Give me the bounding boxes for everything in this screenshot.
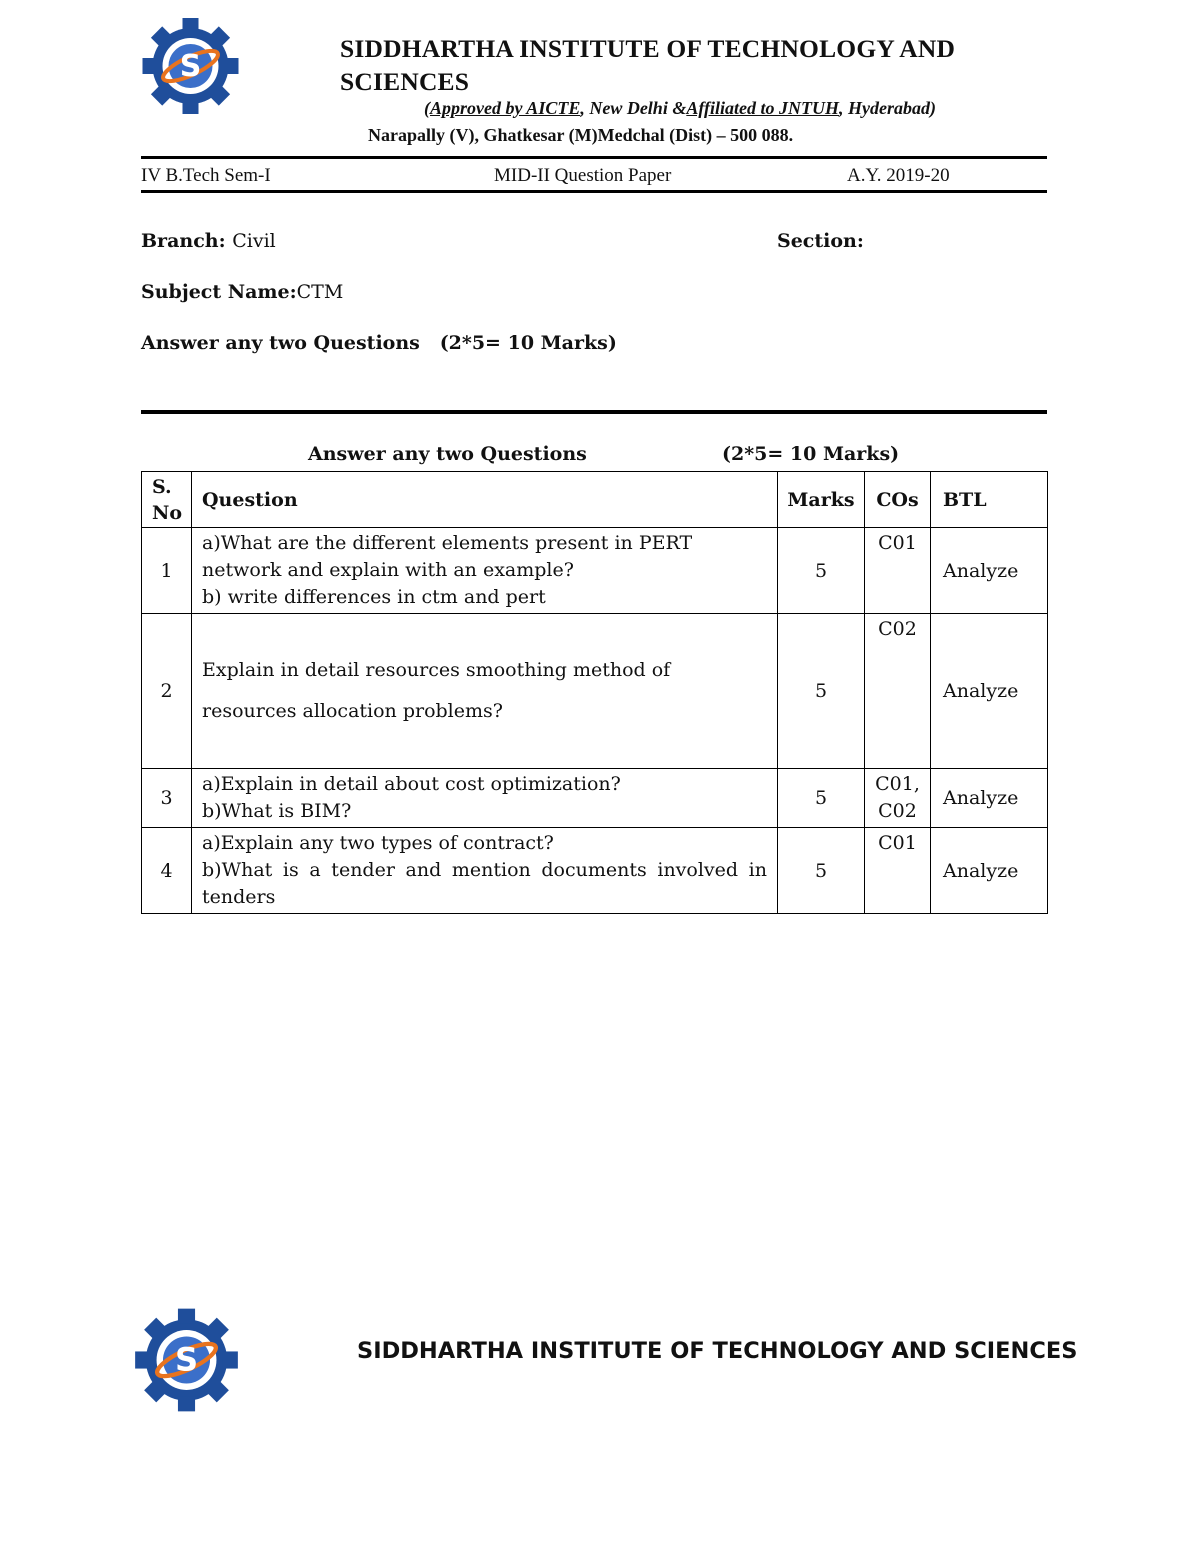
row-sno: 4	[142, 828, 192, 914]
table-header-row	[142, 472, 1048, 528]
table-marks-instruction: (2*5= 10 Marks)	[722, 443, 900, 465]
row-sno: 3	[142, 769, 192, 828]
subject-value: CTM	[296, 281, 344, 303]
header-cos: COs	[865, 472, 931, 528]
approval-aicte: Approved by AICTE	[430, 98, 581, 118]
divider	[141, 156, 1047, 159]
header-sno: S. No	[142, 472, 192, 528]
table-row	[142, 614, 1048, 769]
row-btl: Analyze	[931, 828, 1048, 914]
row-sno: 2	[142, 614, 192, 769]
svg-text:S: S	[179, 49, 202, 84]
row-question	[192, 614, 778, 769]
paper-label: MID-II Question Paper	[494, 165, 672, 186]
table-instruction: Answer any two Questions	[308, 443, 587, 465]
approval-affiliated: Affiliated to JNTUH	[686, 98, 839, 118]
row-co: C02	[865, 614, 931, 769]
divider	[141, 410, 1047, 414]
row-marks: 5	[778, 769, 865, 828]
branch-label: Branch:	[141, 230, 233, 252]
footer-institute-name: SIDDHARTHA INSTITUTE OF TECHNOLOGY AND SCIENCES	[357, 1338, 1078, 1364]
table-row	[142, 769, 1048, 828]
section-label: Section:	[777, 230, 864, 252]
row-marks: 5	[778, 614, 865, 769]
question-text: Explain in detail resources smoothing method of resources allocation problems?	[202, 659, 671, 722]
approval-delhi: , New Delhi &	[580, 98, 687, 118]
row-btl: Analyze	[931, 614, 1048, 769]
row-btl: Analyze	[931, 769, 1048, 828]
row-question	[192, 528, 778, 614]
question-part-b: b)What is BIM?	[202, 800, 352, 822]
header-marks: Marks	[778, 472, 865, 528]
subject-field	[141, 281, 343, 303]
question-part-b: b) write differences in ctm and pert	[202, 586, 546, 608]
header-btl: BTL	[931, 472, 1048, 528]
table-row	[142, 828, 1048, 914]
row-co: C01, C02	[865, 769, 931, 828]
academic-year-label: A.Y. 2019-20	[847, 165, 950, 186]
question-part-a: a)Explain in detail about cost optimization?	[202, 773, 621, 795]
question-part-a: a)Explain any two types of contract?	[202, 832, 554, 854]
approval-line	[424, 98, 936, 119]
row-co: C01	[865, 828, 931, 914]
header-question: Question	[192, 472, 778, 528]
footer-logo	[133, 1306, 240, 1414]
subject-label: Subject Name:	[141, 281, 297, 303]
gear-logo-icon	[133, 1306, 240, 1414]
row-btl: Analyze	[931, 528, 1048, 614]
row-marks: 5	[778, 828, 865, 914]
row-question	[192, 769, 778, 828]
gear-logo-icon	[133, 16, 248, 116]
institute-address: Narapally (V), Ghatkesar (M)Medchal (Dist) – 500 088.	[368, 125, 794, 145]
divider	[141, 190, 1047, 193]
semester-label: IV B.Tech Sem-I	[141, 165, 271, 186]
answer-instruction: Answer any two Questions (2*5= 10 Marks)	[141, 332, 617, 354]
row-sno: 1	[142, 528, 192, 614]
row-co: C01	[865, 528, 931, 614]
approval-rest: , Hyderabad)	[839, 98, 936, 118]
branch-value: Civil	[232, 230, 276, 252]
institute-logo	[133, 16, 248, 116]
branch-field	[141, 230, 276, 252]
svg-text:S: S	[174, 1340, 199, 1379]
table-row	[142, 528, 1048, 614]
question-part-b: b)What is a tender and mention documents involved in tenders	[202, 859, 767, 908]
approval-open: (	[424, 98, 430, 118]
row-question	[192, 828, 778, 914]
question-part-a: a)What are the different elements present in PERT network and explain with an example?	[202, 532, 693, 581]
question-table	[141, 471, 1048, 914]
row-marks: 5	[778, 528, 865, 614]
institute-name: SIDDHARTHA INSTITUTE OF TECHNOLOGY AND SCIENCES	[340, 34, 956, 96]
